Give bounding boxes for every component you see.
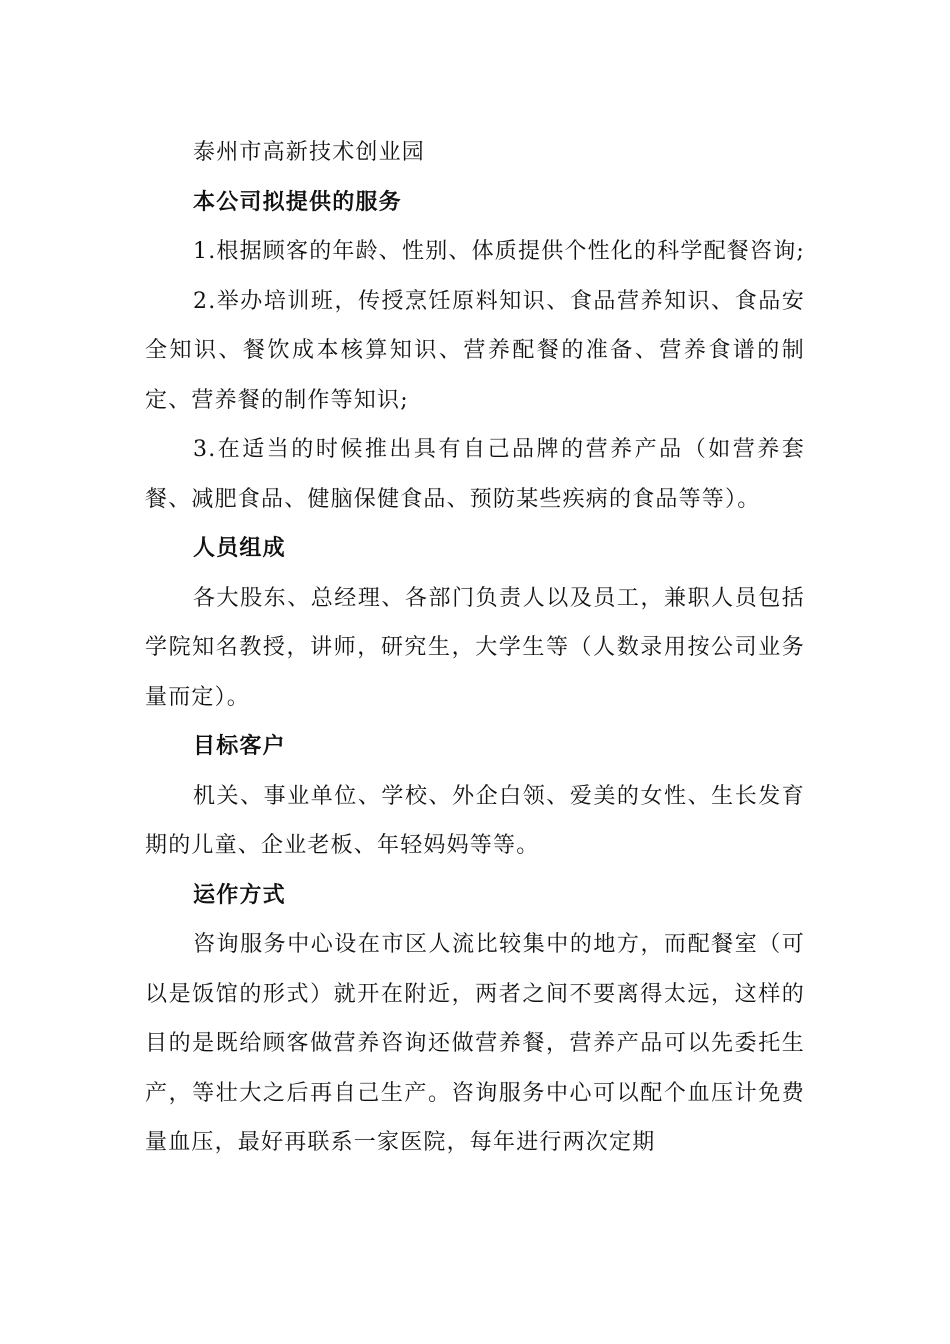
location-line: 泰州市高新技术创业园 (193, 140, 426, 165)
section-heading-operation: 运作方式 (193, 881, 286, 908)
document-page (145, 128, 805, 1168)
service-item-1: 1.根据顾客的年龄、性别、体质提供个性化的科学配餐咨询; (193, 239, 806, 264)
service-item-2: 2.举办培训班，传授烹饪原料知识、食品营养知识、食品安全知识、餐饮成本核算知识、营养配餐的准备、营养食谱的制定、营养餐的制作等知识; (145, 288, 805, 413)
section-heading-services: 本公司拟提供的服务 (193, 188, 402, 215)
section-heading-staff: 人员组成 (193, 535, 286, 561)
customers-paragraph: 机关、事业单位、学校、外企白领、爱美的女性、生长发育期的儿童、企业老板、年轻妈妈等等。 (145, 783, 805, 858)
staff-paragraph: 各大股东、总经理、各部门负责人以及员工，兼职人员包括学院知名教授，讲师，研究生，大学生等（人数录用按公司业务量而定）。 (145, 585, 805, 710)
operation-paragraph: 咨询服务中心设在市区人流比较集中的地方，而配餐室（可以是饭馆的形式）就开在附近，两者之间不要离得太远，这样的目的是既给顾客做营养咨询还做营养餐，营养产品可以先委托生产，等壮大之后再自己生产。咨询服务中心可以配个血压计免费量血压，最好再联系一家医院，每年进行两次定期 (145, 932, 805, 1155)
section-heading-customers: 目标客户 (193, 733, 286, 759)
service-item-3: 3.在适当的时候推出具有自己品牌的营养产品（如营养套餐、减肥食品、健脑保健食品、预防某些疾病的食品等等）。 (145, 437, 805, 512)
